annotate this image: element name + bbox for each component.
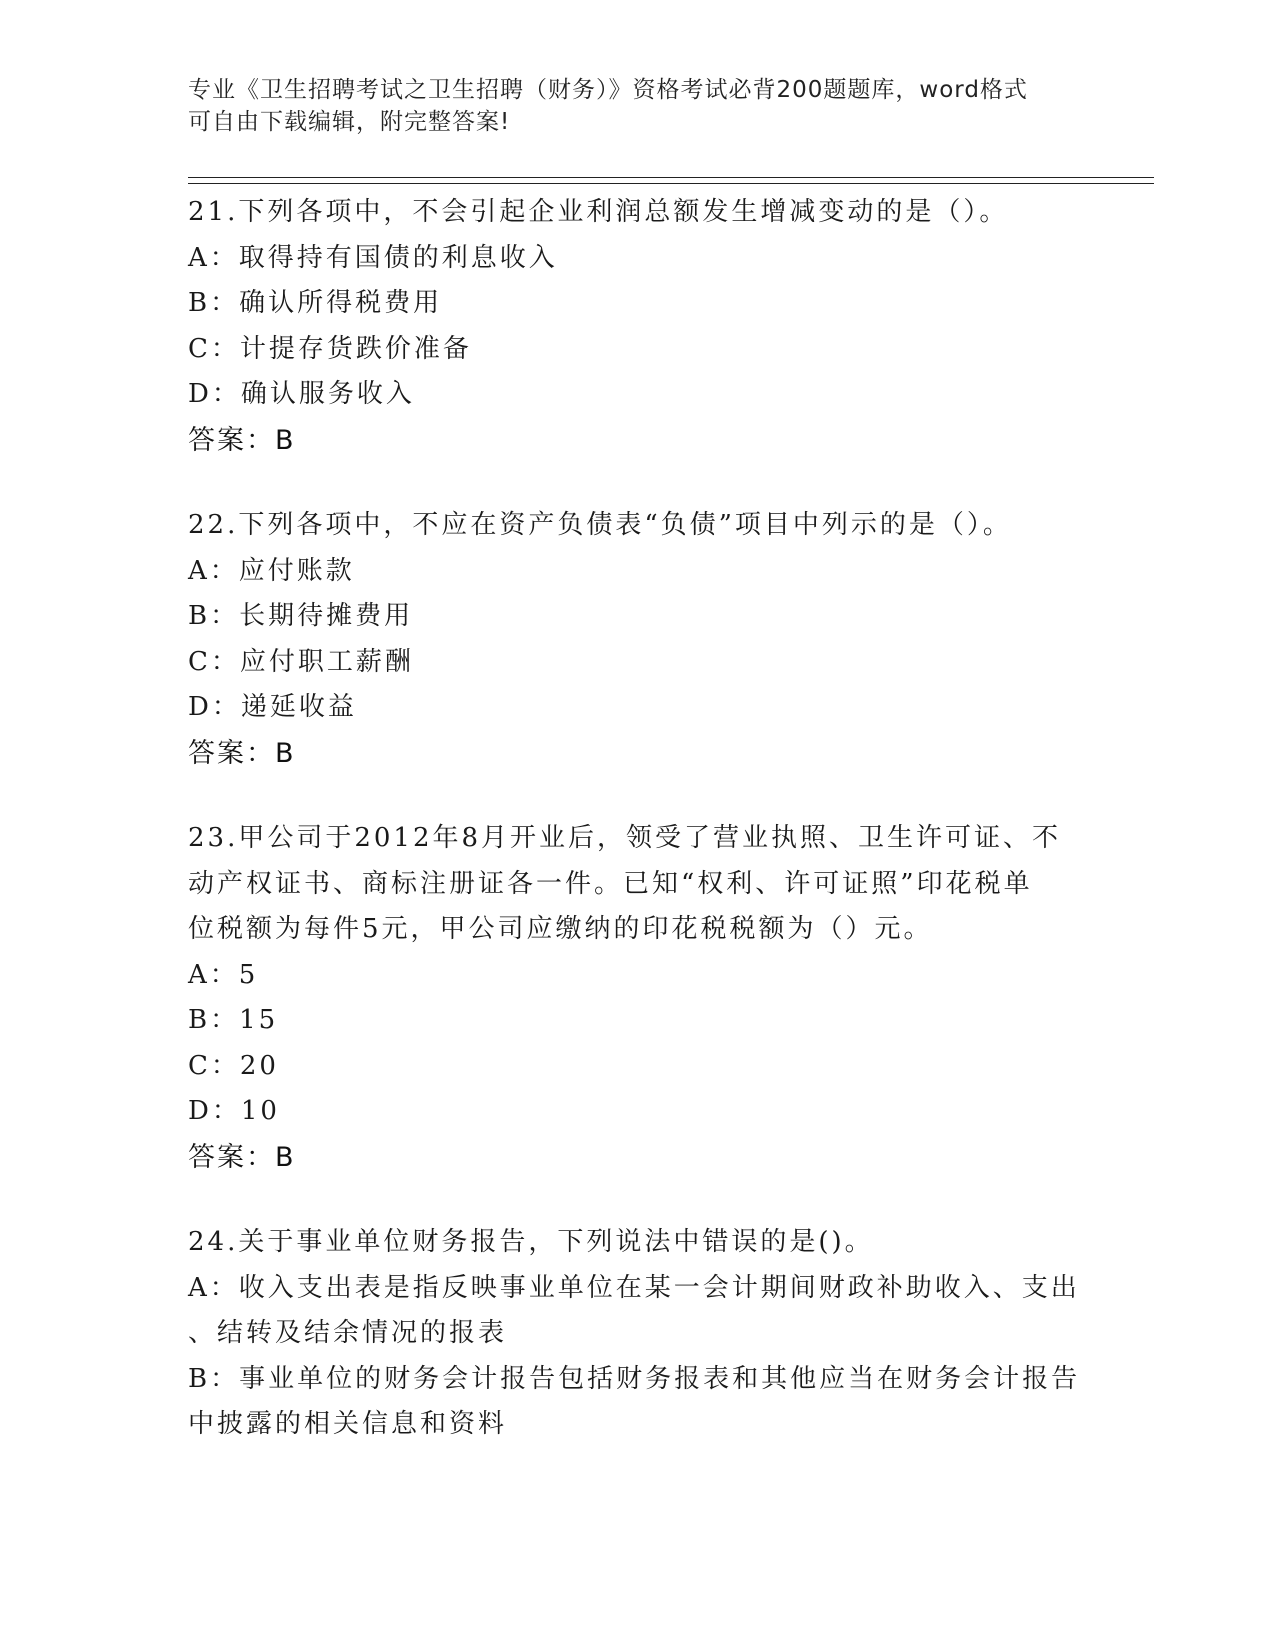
option-b: B：事业单位的财务会计报告包括财务报表和其他应当在财务会计报告 [188, 1363, 1081, 1394]
answer-text: 答案：B [188, 1141, 296, 1173]
option-b: 中披露的相关信息和资料 [188, 1409, 508, 1439]
option-d: D：10 [188, 1096, 280, 1126]
option-d: D：递延收益 [188, 692, 357, 722]
question-text: 24.关于事业单位财务报告，下列说法中错误的是()。 [188, 1227, 874, 1257]
option-b: B：15 [188, 1005, 279, 1035]
option-c: C：20 [188, 1050, 279, 1081]
option-a: A：5 [188, 959, 259, 990]
header-divider-top [188, 177, 1154, 178]
question-text: 动产权证书、商标注册证各一件。已知“权利、许可证照”印花税单 [188, 868, 1033, 899]
question-text: 22.下列各项中，不应在资产负债表“负债”项目中列示的是（）。 [188, 510, 1012, 540]
question-block [188, 1220, 1088, 1448]
answer-text: 答案：B [188, 737, 296, 769]
option-a: 、结转及结余情况的报表 [188, 1318, 508, 1348]
document-header [188, 74, 1068, 138]
option-a: A：取得持有国债的利息收入 [188, 242, 558, 273]
question-block [188, 190, 1088, 463]
question-text: 23.甲公司于2012年8月开业后，领受了营业执照、卫生许可证、不 [188, 823, 1062, 853]
header-line-1: 专业《卫生招聘考试之卫生招聘（财务）》资格考试必背200题题库，word格式 [188, 77, 1028, 103]
option-a: A：应付账款 [188, 555, 355, 586]
option-c: C：应付职工薪酬 [188, 646, 414, 677]
option-d: D：确认服务收入 [188, 379, 415, 409]
header-divider-bottom [188, 183, 1154, 184]
option-b: B：长期待摊费用 [188, 601, 414, 631]
question-block [188, 816, 1088, 1180]
option-a: A：收入支出表是指反映事业单位在某一会计期间财政补助收入、支出 [188, 1272, 1080, 1303]
question-text: 21.下列各项中，不会引起企业利润总额发生增减变动的是（）。 [188, 197, 1009, 227]
header-line-2: 可自由下载编辑，附完整答案! [188, 109, 511, 135]
question-text: 位税额为每件5元，甲公司应缴纳的印花税税额为（）元。 [188, 914, 933, 944]
answer-text: 答案：B [188, 424, 296, 456]
question-list [188, 190, 1088, 1488]
option-c: C：计提存货跌价准备 [188, 333, 472, 364]
option-b: B：确认所得税费用 [188, 288, 443, 318]
question-block [188, 503, 1088, 776]
